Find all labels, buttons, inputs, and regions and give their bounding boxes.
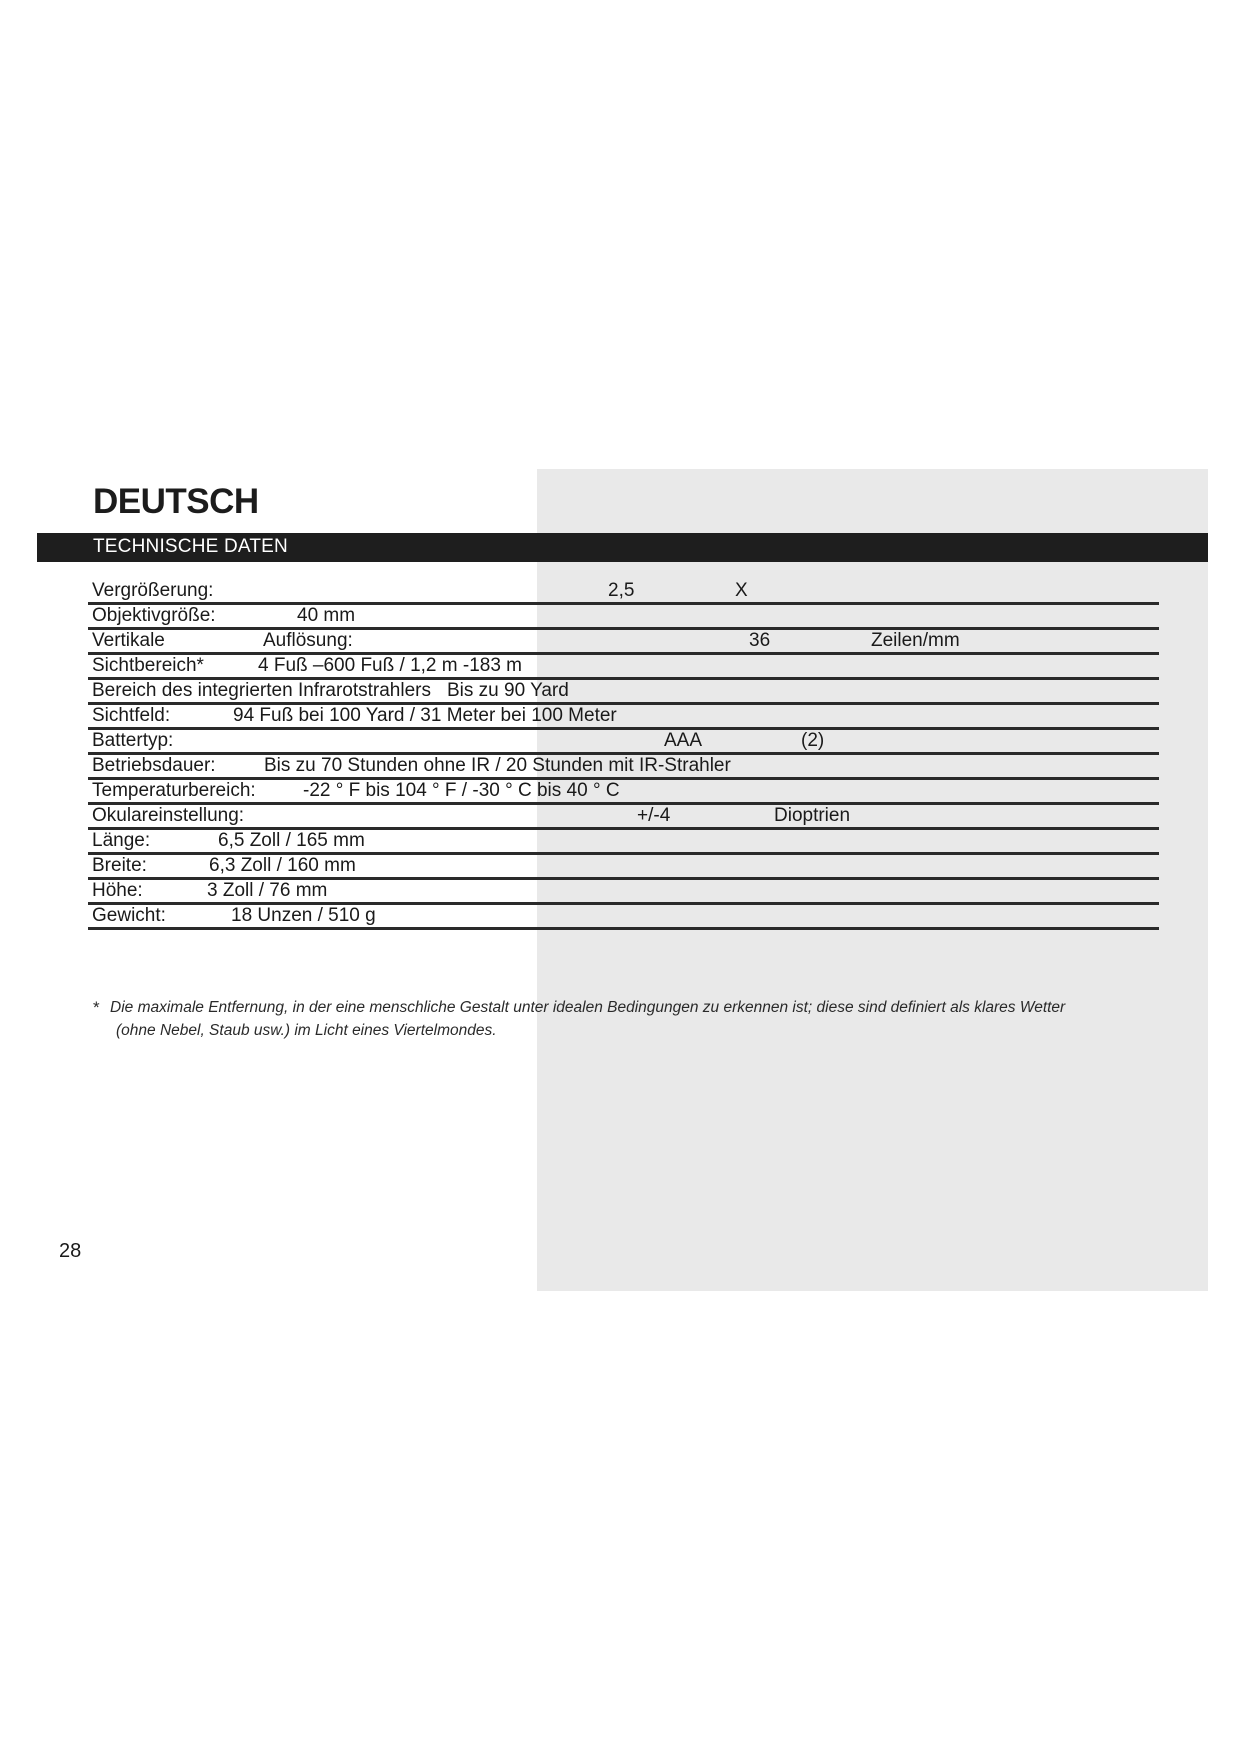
spec-row — [88, 755, 1159, 780]
spec-label: Vertikale — [92, 630, 165, 651]
spec-label: Vergrößerung: — [92, 580, 214, 601]
spec-label: Länge: — [92, 830, 151, 851]
spec-value: 40 mm — [297, 605, 356, 626]
page-heading: DEUTSCH — [93, 482, 259, 521]
spec-row — [88, 655, 1159, 680]
spec-unit: Zeilen/mm — [871, 630, 960, 651]
spec-value: -22 ° F bis 104 ° F / -30 ° C bis 40 ° C — [303, 780, 620, 801]
spec-label: Okulareinstellung: — [92, 805, 245, 826]
spec-value: 6,3 Zoll / 160 mm — [209, 855, 356, 876]
spec-table — [88, 580, 1159, 930]
spec-row — [88, 580, 1159, 605]
footnote-line-2: (ohne Nebel, Staub usw.) im Licht eines Viertelmondes. — [116, 1022, 497, 1039]
spec-row — [88, 805, 1159, 830]
spec-row — [88, 780, 1159, 805]
spec-row — [88, 630, 1159, 655]
section-header-bar — [37, 533, 1208, 562]
spec-value: AAA — [664, 730, 703, 751]
spec-row — [88, 905, 1159, 930]
spec-value: 36 — [749, 630, 771, 651]
spec-row — [88, 680, 1159, 705]
spec-label: Sichtfeld: — [92, 705, 171, 726]
spec-unit: X — [735, 580, 748, 601]
footnote-line-1: Die maximale Entfernung, in der eine menschliche Gestalt unter idealen Bedingungen zu erkennen ist; diese sind definiert als klares Wetter — [110, 999, 1066, 1016]
spec-label: Betriebsdauer: — [92, 755, 216, 776]
spec-row — [88, 855, 1159, 880]
spec-value: 2,5 — [608, 580, 635, 601]
footnote-marker: * — [93, 998, 100, 1017]
spec-label: Objektivgröße: — [92, 605, 216, 626]
spec-label: Breite: — [92, 855, 147, 876]
spec-value: 3 Zoll / 76 mm — [207, 880, 328, 901]
spec-label: Gewicht: — [92, 905, 166, 926]
spec-row — [88, 605, 1159, 630]
spec-row — [88, 705, 1159, 730]
spec-label-continued: Auflösung: — [263, 630, 353, 651]
spec-value: 6,5 Zoll / 165 mm — [218, 830, 365, 851]
spec-row — [88, 730, 1159, 755]
section-title: TECHNISCHE DATEN — [93, 536, 288, 557]
spec-value: Bis zu 90 Yard — [447, 680, 569, 701]
spec-label: Battertyp: — [92, 730, 174, 751]
footnote-text — [110, 996, 1143, 1042]
spec-row — [88, 830, 1159, 855]
spec-label: Temperaturbereich: — [92, 780, 256, 801]
spec-row — [88, 880, 1159, 905]
spec-value: 4 Fuß –600 Fuß / 1,2 m -183 m — [258, 655, 522, 676]
spec-label: Sichtbereich* — [92, 655, 204, 676]
spec-value: Bis zu 70 Stunden ohne IR / 20 Stunden mit IR-Strahler — [264, 755, 731, 776]
spec-value: +/-4 — [637, 805, 671, 826]
spec-value: 18 Unzen / 510 g — [231, 905, 376, 926]
spec-label: Höhe: — [92, 880, 143, 901]
spec-unit: (2) — [801, 730, 825, 751]
spec-label: Bereich des integrierten Infrarotstrahlers — [92, 680, 431, 701]
spec-unit: Dioptrien — [774, 805, 851, 826]
footnote — [93, 996, 1143, 1042]
page-number: 28 — [59, 1240, 82, 1262]
spec-value: 94 Fuß bei 100 Yard / 31 Meter bei 100 Meter — [233, 705, 617, 726]
